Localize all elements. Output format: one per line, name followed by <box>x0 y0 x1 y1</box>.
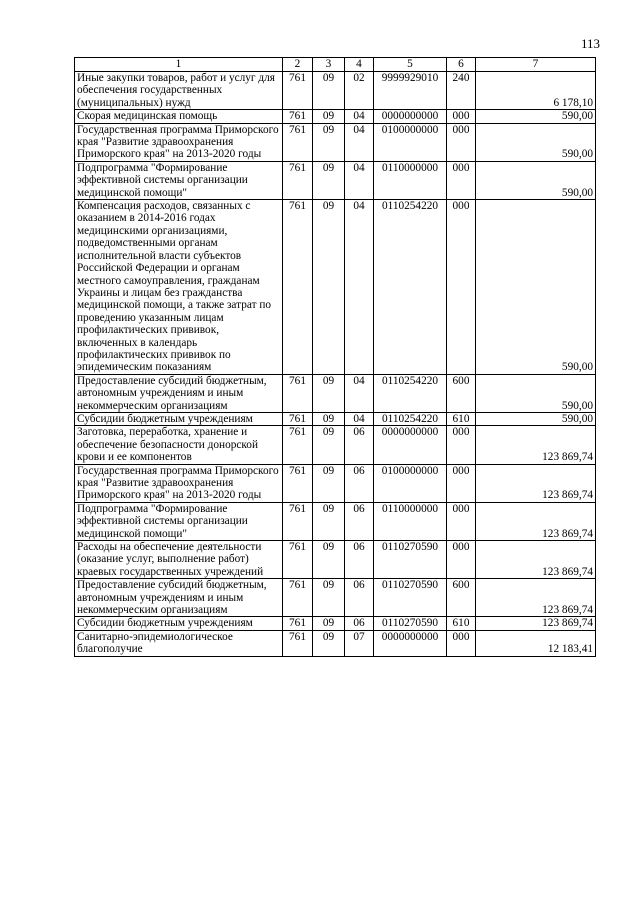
row-name-cell: Санитарно-эпидемиологическое благополучие <box>75 630 283 656</box>
column-header: 1 <box>75 58 283 72</box>
target-article-cell: 0110254220 <box>374 374 447 412</box>
amount-cell: 590,00 <box>476 412 596 425</box>
target-article-cell: 9999929010 <box>374 72 447 110</box>
subsection-code-cell: 04 <box>345 200 374 375</box>
target-article-cell: 0100000000 <box>374 464 447 502</box>
admin-code-cell: 761 <box>283 541 313 579</box>
amount-cell: 590,00 <box>476 200 596 375</box>
section-code-cell: 09 <box>313 426 345 464</box>
amount-cell: 123 869,74 <box>476 579 596 617</box>
target-article-cell: 0110000000 <box>374 161 447 199</box>
amount-cell: 123 869,74 <box>476 541 596 579</box>
table-row <box>75 123 596 161</box>
column-header: 6 <box>447 58 476 72</box>
row-name-cell: Государственная программа Приморского края "Развитие здравоохранения Приморского края" на 2013-2020 годы <box>75 464 283 502</box>
table-row <box>75 72 596 110</box>
target-article-cell: 0000000000 <box>374 110 447 123</box>
table-row <box>75 541 596 579</box>
column-header: 7 <box>476 58 596 72</box>
expense-type-cell: 000 <box>447 161 476 199</box>
subsection-code-cell: 06 <box>345 617 374 630</box>
row-name-cell: Субсидии бюджетным учреждениям <box>75 412 283 425</box>
amount-cell: 12 183,41 <box>476 630 596 656</box>
table-row <box>75 110 596 123</box>
amount-cell: 590,00 <box>476 161 596 199</box>
expense-type-cell: 000 <box>447 541 476 579</box>
row-name-cell: Подпрограмма "Формирование эффективной системы организации медицинской помощи" <box>75 502 283 540</box>
row-name-cell: Компенсация расходов, связанных с оказанием в 2014-2016 годах медицинскими организациями, подведомственными органам исполнительной власти субъектов Российской Федерации и органам местного самоуправления, гражданам Украины и лицам без гражданства медицинской помощи, а также затрат по проведению указанным лицам профилактических прививок, включенных в календарь профилактических прививок по эпидемическим показаниям <box>75 200 283 375</box>
table-row <box>75 630 596 656</box>
table-row <box>75 502 596 540</box>
subsection-code-cell: 06 <box>345 426 374 464</box>
amount-cell: 123 869,74 <box>476 426 596 464</box>
row-name-cell: Скорая медицинская помощь <box>75 110 283 123</box>
admin-code-cell: 761 <box>283 374 313 412</box>
expense-type-cell: 000 <box>447 110 476 123</box>
section-code-cell: 09 <box>313 579 345 617</box>
expense-type-cell: 000 <box>447 426 476 464</box>
admin-code-cell: 761 <box>283 72 313 110</box>
subsection-code-cell: 02 <box>345 72 374 110</box>
amount-cell: 123 869,74 <box>476 464 596 502</box>
expense-type-cell: 600 <box>447 374 476 412</box>
row-name-cell: Расходы на обеспечение деятельности (оказание услуг, выполнение работ) краевых государственных учреждений <box>75 541 283 579</box>
budget-table <box>74 57 596 657</box>
table-row <box>75 464 596 502</box>
section-code-cell: 09 <box>313 630 345 656</box>
target-article-cell: 0000000000 <box>374 630 447 656</box>
admin-code-cell: 761 <box>283 161 313 199</box>
subsection-code-cell: 04 <box>345 374 374 412</box>
expense-type-cell: 610 <box>447 412 476 425</box>
amount-cell: 6 178,10 <box>476 72 596 110</box>
admin-code-cell: 761 <box>283 200 313 375</box>
subsection-code-cell: 06 <box>345 464 374 502</box>
target-article-cell: 0110270590 <box>374 617 447 630</box>
admin-code-cell: 761 <box>283 617 313 630</box>
column-header: 5 <box>374 58 447 72</box>
column-header: 2 <box>283 58 313 72</box>
row-name-cell: Предоставление субсидий бюджетным, автономным учреждениям и иным некоммерческим организациям <box>75 374 283 412</box>
subsection-code-cell: 07 <box>345 630 374 656</box>
subsection-code-cell: 04 <box>345 161 374 199</box>
section-code-cell: 09 <box>313 161 345 199</box>
subsection-code-cell: 04 <box>345 412 374 425</box>
section-code-cell: 09 <box>313 200 345 375</box>
amount-cell: 590,00 <box>476 110 596 123</box>
subsection-code-cell: 06 <box>345 579 374 617</box>
target-article-cell: 0110254220 <box>374 200 447 375</box>
admin-code-cell: 761 <box>283 110 313 123</box>
expense-type-cell: 000 <box>447 123 476 161</box>
section-code-cell: 09 <box>313 464 345 502</box>
admin-code-cell: 761 <box>283 426 313 464</box>
expense-type-cell: 600 <box>447 579 476 617</box>
table-row <box>75 412 596 425</box>
row-name-cell: Предоставление субсидий бюджетным, автономным учреждениям и иным некоммерческим организациям <box>75 579 283 617</box>
target-article-cell: 0110254220 <box>374 412 447 425</box>
expense-type-cell: 000 <box>447 502 476 540</box>
table-row <box>75 200 596 375</box>
expense-type-cell: 240 <box>447 72 476 110</box>
column-header: 3 <box>313 58 345 72</box>
expense-type-cell: 000 <box>447 464 476 502</box>
expense-type-cell: 000 <box>447 200 476 375</box>
section-code-cell: 09 <box>313 72 345 110</box>
amount-cell: 590,00 <box>476 374 596 412</box>
subsection-code-cell: 04 <box>345 110 374 123</box>
column-header: 4 <box>345 58 374 72</box>
expense-type-cell: 000 <box>447 630 476 656</box>
target-article-cell: 0100000000 <box>374 123 447 161</box>
table-row <box>75 426 596 464</box>
section-code-cell: 09 <box>313 123 345 161</box>
section-code-cell: 09 <box>313 502 345 540</box>
target-article-cell: 0000000000 <box>374 426 447 464</box>
row-name-cell: Подпрограмма "Формирование эффективной системы организации медицинской помощи" <box>75 161 283 199</box>
table-header-row <box>75 58 596 72</box>
target-article-cell: 0110270590 <box>374 541 447 579</box>
amount-cell: 123 869,74 <box>476 502 596 540</box>
section-code-cell: 09 <box>313 110 345 123</box>
section-code-cell: 09 <box>313 617 345 630</box>
table-row <box>75 161 596 199</box>
expense-type-cell: 610 <box>447 617 476 630</box>
subsection-code-cell: 06 <box>345 541 374 579</box>
section-code-cell: 09 <box>313 412 345 425</box>
row-name-cell: Заготовка, переработка, хранение и обеспечение безопасности донорской крови и ее компонентов <box>75 426 283 464</box>
row-name-cell: Иные закупки товаров, работ и услуг для обеспечения государственных (муниципальных) нужд <box>75 72 283 110</box>
admin-code-cell: 761 <box>283 123 313 161</box>
amount-cell: 590,00 <box>476 123 596 161</box>
page-number: 113 <box>580 36 600 51</box>
target-article-cell: 0110270590 <box>374 579 447 617</box>
admin-code-cell: 761 <box>283 412 313 425</box>
table-row <box>75 374 596 412</box>
section-code-cell: 09 <box>313 374 345 412</box>
table-row <box>75 617 596 630</box>
subsection-code-cell: 06 <box>345 502 374 540</box>
admin-code-cell: 761 <box>283 579 313 617</box>
target-article-cell: 0110000000 <box>374 502 447 540</box>
amount-cell: 123 869,74 <box>476 617 596 630</box>
table-row <box>75 579 596 617</box>
admin-code-cell: 761 <box>283 464 313 502</box>
admin-code-cell: 761 <box>283 502 313 540</box>
row-name-cell: Государственная программа Приморского края "Развитие здравоохранения Приморского края" на 2013-2020 годы <box>75 123 283 161</box>
row-name-cell: Субсидии бюджетным учреждениям <box>75 617 283 630</box>
subsection-code-cell: 04 <box>345 123 374 161</box>
admin-code-cell: 761 <box>283 630 313 656</box>
section-code-cell: 09 <box>313 541 345 579</box>
